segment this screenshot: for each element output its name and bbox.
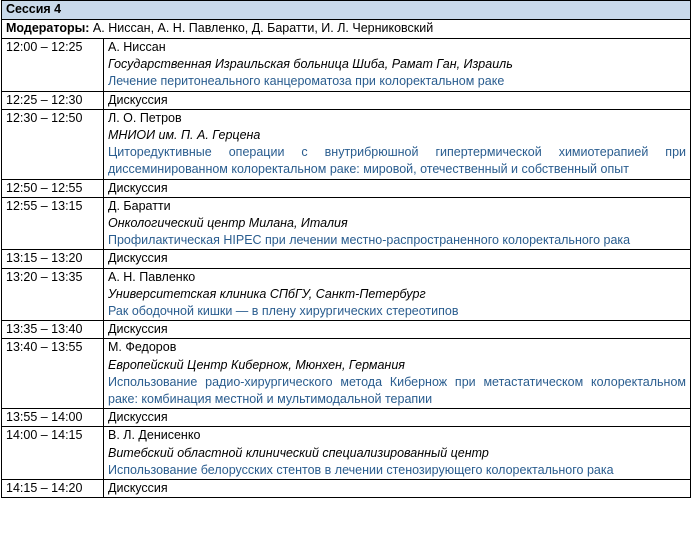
talk-row [2, 197, 691, 250]
talk-title: Использование радио-хирургического метода Кибернож при метастатическом колоректальном раке: комбинация местной и мультимодальной терапии [108, 374, 686, 407]
discussion-row [2, 480, 691, 498]
moderators-row [2, 20, 691, 39]
talk-row [2, 109, 691, 179]
talk-row [2, 339, 691, 409]
time-slot: 13:40 – 13:55 [2, 339, 104, 409]
discussion-row [2, 179, 691, 197]
speaker-name: М. Федоров [108, 340, 177, 355]
talk-title: Лечение перитонеального канцероматоза при колоректальном раке [108, 74, 505, 89]
discussion-row [2, 321, 691, 339]
speaker-name: Д. Баратти [108, 198, 171, 213]
speaker-name: В. Л. Денисенко [108, 428, 201, 443]
speaker-affiliation: Государственная Израильская больница Шиба, Рамат Ган, Израиль [108, 57, 513, 72]
speaker-affiliation: МНИОИ им. П. А. Герцена [108, 128, 261, 143]
time-slot: 14:15 – 14:20 [2, 480, 104, 498]
talk-details [104, 427, 691, 480]
talk-title: Профилактическая HIPEC при лечении местно-распространенного колоректального рака [108, 233, 631, 248]
discussion-row [2, 250, 691, 268]
talk-title: Рак ободочной кишки — в плену хирургических стереотипов [108, 304, 459, 319]
speaker-affiliation: Европейский Центр Кибернож, Мюнхен, Германия [108, 357, 405, 372]
discussion-label: Дискуссия [104, 250, 691, 268]
time-slot: 14:00 – 14:15 [2, 427, 104, 480]
time-slot: 12:00 – 12:25 [2, 39, 104, 92]
discussion-row [2, 409, 691, 427]
speaker-name: Л. О. Петров [108, 110, 182, 125]
discussion-label: Дискуссия [104, 321, 691, 339]
schedule-document [1, 0, 690, 498]
session-header-row [2, 1, 691, 20]
discussion-label: Дискуссия [104, 409, 691, 427]
speaker-affiliation: Витебский областной клинический специализированный центр [108, 445, 489, 460]
moderators-label: Модераторы: [6, 21, 90, 35]
talk-title: Использование белорусских стентов в лечении стенозирующего колоректального рака [108, 462, 614, 477]
talk-row [2, 39, 691, 92]
time-slot: 13:15 – 13:20 [2, 250, 104, 268]
speaker-name: А. Н. Павленко [108, 269, 196, 284]
speaker-affiliation: Университетская клиника СПбГУ, Санкт-Петербург [108, 286, 426, 301]
speaker-affiliation: Онкологический центр Милана, Италия [108, 216, 348, 231]
time-slot: 12:50 – 12:55 [2, 179, 104, 197]
talk-details [104, 339, 691, 409]
session-schedule-table [1, 0, 691, 498]
session-title: Сессия 4 [2, 1, 691, 20]
talk-details [104, 197, 691, 250]
talk-title: Циторедуктивные операции с внутрибрюшной гипертермической химиотерапией при диссеминированном колоректальном раке: мировой, отечественный и собственный опыт [108, 145, 686, 177]
time-slot: 13:20 – 13:35 [2, 268, 104, 321]
moderators-names: А. Ниссан, А. Н. Павленко, Д. Баратти, И. Л. Черниковский [92, 21, 434, 35]
speaker-name: А. Ниссан [108, 40, 166, 54]
talk-row [2, 427, 691, 480]
time-slot: 13:35 – 13:40 [2, 321, 104, 339]
discussion-label: Дискуссия [104, 179, 691, 197]
time-slot: 12:25 – 12:30 [2, 91, 104, 109]
discussion-row [2, 91, 691, 109]
talk-details [104, 39, 691, 92]
talk-row [2, 268, 691, 321]
discussion-label: Дискуссия [104, 91, 691, 109]
time-slot: 12:55 – 13:15 [2, 197, 104, 250]
talk-details [104, 109, 691, 179]
talk-details [104, 268, 691, 321]
discussion-label: Дискуссия [104, 480, 691, 498]
time-slot: 12:30 – 12:50 [2, 109, 104, 179]
time-slot: 13:55 – 14:00 [2, 409, 104, 427]
